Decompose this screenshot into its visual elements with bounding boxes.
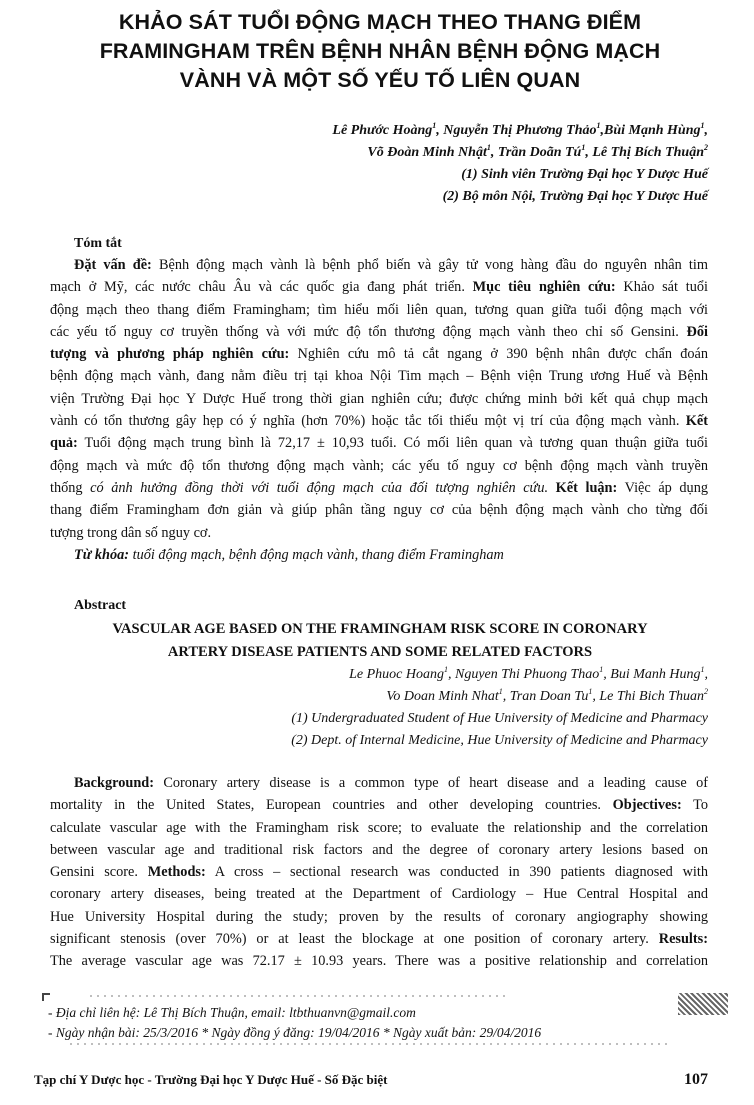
affiliation-marker: 1 (596, 121, 601, 130)
scan-noise (90, 995, 510, 997)
author-line-1 (188, 664, 708, 686)
punctuation: , (704, 667, 708, 682)
paragraph-line (50, 499, 708, 521)
inline-heading: Objectives: (612, 797, 682, 814)
text-run: mạch ở Mỹ, các nước châu Âu và các quốc gia đang phát triển. (50, 279, 473, 296)
affiliation-marker: 2 (704, 687, 708, 696)
punctuation: , (704, 123, 708, 138)
scan-noise (678, 993, 728, 1015)
text-run: Việc áp dụng (617, 479, 709, 496)
footnotes (48, 1003, 541, 1043)
text-run: thang điểm Framingham đơn giản và giúp phân tầng nguy cơ của bệnh động mạch vành cho từng đối (50, 502, 708, 519)
paragraph-line (50, 365, 708, 387)
text-run: Khảo sát tuổi (615, 279, 708, 296)
article-title-en (60, 618, 700, 664)
text-run: thống (50, 479, 91, 496)
author-name: , Lê Thị Bích Thuận (585, 145, 704, 160)
summary-body-vi (50, 254, 708, 544)
paragraph-line (50, 928, 708, 950)
paragraph-line (50, 432, 708, 454)
paragraph-line (50, 883, 708, 905)
text-run: The average vascular age was 72.17 ± 10.93 years. There was a positive relationship and correlation (50, 953, 708, 970)
text-run: các yếu tố nguy cơ truyền thống và với mức độ tổn thương động mạch vành theo chỉ số Gensini. (50, 323, 687, 340)
keywords-label: Từ khóa: (74, 547, 130, 563)
inline-heading: tượng và phương pháp nghiên cứu: (50, 346, 290, 363)
author-line-2 (208, 142, 708, 164)
affiliation-marker: 1 (486, 143, 491, 152)
page-footer (34, 1071, 708, 1089)
author-name: , Le Thi Bich Thuan (592, 689, 704, 704)
inline-heading: Background: (74, 775, 154, 791)
affiliation-1: (1) Undergraduated Student of Hue University of Medicine and Pharmacy (291, 711, 708, 726)
scan-noise (70, 1043, 670, 1045)
affiliation-marker: 1 (581, 143, 586, 152)
text-run: động mạch theo thang điểm Framingham; tìm hiểu mối liên quan, tương quan giữa tuổi động mạch với (50, 301, 708, 318)
page-number: 107 (684, 1071, 708, 1088)
paragraph-line (50, 906, 708, 928)
paragraph-line (50, 772, 708, 794)
text-run: calculate vascular age with the Framingham risk score; to evaluate the relationship and the correlation (50, 819, 708, 836)
paragraph-line (50, 839, 708, 861)
affiliation-marker: 2 (704, 143, 708, 152)
text-run: mortality in the United States, European countries and other developing countries. (50, 797, 613, 814)
text-run: significant stenosis (over 70%) or at least the blockage at one position of coronary artery. (50, 931, 659, 948)
text-run: A cross – sectional research was conducted in 390 patients diagnosed with (205, 864, 708, 881)
inline-heading: Kết luận: (555, 479, 618, 496)
paragraph-line (50, 343, 708, 365)
text-run: Gensini score. (50, 864, 148, 881)
keywords-text: tuổi động mạch, bệnh động mạch vành, thang điểm Framingham (129, 547, 504, 563)
journal-name: Tạp chí Y Dược học - Trường Đại học Y Dược Huế - Số Đặc biệt (34, 1072, 388, 1087)
contact-info: - Địa chỉ liên hệ: Lê Thị Bích Thuận, email: ltbthuanvn@gmail.com (48, 1005, 416, 1020)
inline-heading: Methods: (147, 864, 206, 881)
text-run: bệnh động mạch vành, đang nằm điều trị tại khoa Nội Tim mạch – Bệnh viện Trung ương Huế và Bệnh (50, 368, 708, 385)
inline-heading: quả: (50, 435, 78, 452)
author-name: Võ Đoàn Minh Nhật (367, 145, 487, 160)
authors-vi (208, 120, 708, 208)
summary-heading-vi: Tóm tắt (74, 236, 122, 251)
inline-heading: Đặt vấn đề: (74, 257, 152, 273)
author-name: Le Phuoc Hoang (349, 667, 444, 682)
title-line: VASCULAR AGE BASED ON THE FRAMINGHAM RISK SCORE IN CORONARY (112, 621, 648, 637)
affiliation-marker: 1 (700, 121, 705, 130)
text-run: coronary artery diseases, being treated at the Department of Cardiology – Hue Central Hospital and (50, 886, 708, 903)
abstract-body-en (50, 772, 708, 973)
text-run: động mạch và mức độ tổn thương động mạch vành; các yếu tố nguy cơ bệnh động mạch vành truyền (50, 457, 708, 474)
keywords-vi (50, 544, 708, 566)
paragraph-line (50, 254, 708, 276)
affiliation-marker: 1 (700, 665, 705, 674)
text-run: Bệnh động mạch vành là bệnh phổ biến và gây tử vong hàng đầu do nguyên nhân tim (151, 257, 708, 273)
affiliation-marker: 1 (588, 687, 593, 696)
affiliation-2: (2) Dept. of Internal Medicine, Hue University of Medicine and Pharmacy (291, 733, 708, 748)
paragraph-line (50, 388, 708, 410)
authors-en (188, 664, 708, 752)
text-run: Hue University Hospital during the study; proven by the results of coronary angiography showing (50, 908, 708, 925)
affiliation-marker: 1 (599, 665, 604, 674)
text-run: To (681, 797, 708, 814)
paragraph-line (50, 817, 708, 839)
footnote-corner-mark (42, 993, 50, 1001)
title-line: FRAMINGHAM TRÊN BỆNH NHÂN BỆNH ĐỘNG MẠCH (99, 39, 661, 63)
inline-heading: Mục tiêu nghiên cứu: (472, 279, 616, 296)
author-name: Vo Doan Minh Nhat (386, 689, 499, 704)
paragraph-line (50, 410, 708, 432)
article-title-vi (60, 8, 700, 95)
text-run: between vascular age and traditional risk factors and the degree of coronary artery lesions based on (50, 841, 708, 858)
paragraph-line (50, 321, 708, 343)
title-line: VÀNH VÀ MỘT SỐ YẾU TỐ LIÊN QUAN (179, 68, 581, 92)
inline-heading: Đối (686, 323, 708, 340)
paragraph-line (50, 299, 708, 321)
author-name: ,Bùi Mạnh Hùng (600, 123, 701, 138)
paragraph-line (50, 950, 708, 972)
text-run: có ảnh hưởng đồng thời với tuổi động mạch của đối tượng nghiên cứu. (90, 479, 549, 496)
affiliation-marker: 1 (432, 121, 437, 130)
paragraph-line (50, 794, 708, 816)
affiliation-marker: 1 (444, 665, 448, 674)
paragraph-line (50, 276, 708, 298)
author-name: Lê Phước Hoàng (332, 123, 433, 138)
text-run (548, 480, 556, 496)
text-run: tượng trong dân số nguy cơ. (50, 524, 212, 541)
affiliation-1: (1) Sinh viên Trường Đại học Y Dược Huế (461, 167, 708, 182)
author-name: , Tran Doan Tu (502, 689, 589, 704)
title-line: ARTERY DISEASE PATIENTS AND SOME RELATED FACTORS (167, 644, 593, 660)
author-name: , Nguyen Thi Phuong Thao (448, 667, 600, 682)
author-name: , Nguyễn Thị Phương Thảo (436, 123, 597, 138)
title-line: KHẢO SÁT TUỔI ĐỘNG MẠCH THEO THANG ĐIỂM (118, 10, 642, 34)
text-run: viện Trường Đại học Y Dược Huế trong thời gian nghiên cứu; được chứng minh bởi kết quả chụp mạch (50, 390, 708, 407)
affiliation-marker: 1 (498, 687, 503, 696)
author-name: , Trần Doãn Tú (490, 145, 582, 160)
author-name: , Bui Manh Hung (603, 667, 701, 682)
inline-heading: Kết (685, 413, 708, 430)
text-run: Coronary artery disease is a common type of heart disease and a leading cause of (153, 775, 708, 791)
author-line-2 (188, 686, 708, 708)
abstract-heading: Abstract (74, 598, 127, 613)
author-line-1 (208, 120, 708, 142)
publication-dates: - Ngày nhận bài: 25/3/2016 * Ngày đồng ý đăng: 19/04/2016 * Ngày xuất bản: 29/04/2016 (48, 1025, 542, 1040)
text-run: Tuổi động mạch trung bình là 72,17 ± 10,93 tuổi. Có mối liên quan và tương quan thuận giữa tuổi (77, 435, 708, 452)
text-run: vành có tổn thương gây hẹp có ý nghĩa (hơn 70%) hoặc tắc tối thiểu một vị trí của động mạch vành. (50, 413, 686, 430)
text-run: Nghiên cứu mô tả cắt ngang ở 390 bệnh nhân được chẩn đoán (289, 346, 709, 363)
affiliation-2: (2) Bộ môn Nội, Trường Đại học Y Dược Huế (442, 189, 708, 204)
paragraph-line (50, 477, 708, 499)
paragraph-line (50, 455, 708, 477)
paragraph-line (50, 522, 708, 544)
paragraph-line (50, 861, 708, 883)
inline-heading: Results: (658, 931, 708, 948)
